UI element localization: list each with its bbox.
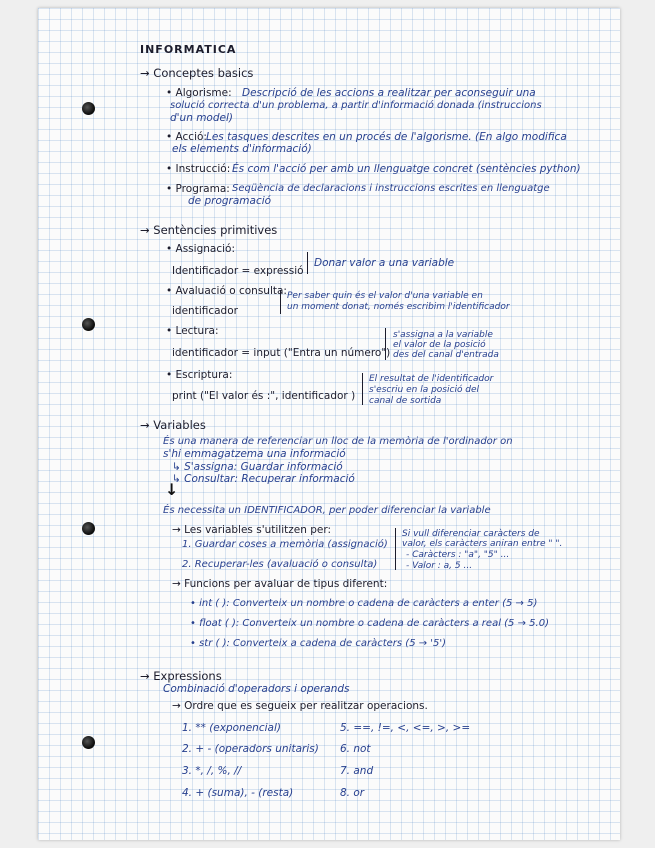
assignacio-note: Donar valor a una variable	[314, 257, 455, 269]
operator-order-item: 2. + - (operadors unitaris)	[182, 743, 319, 755]
function-float: • float ( ): Converteix un nombre o cadena de caràcters a real (5 → 5.0)	[190, 618, 549, 629]
escriptura-note: El resultat de l'identificador	[369, 374, 494, 384]
programa-text: Seqüència de declaracions i instruccions escrites en llenguatge	[232, 183, 550, 194]
escriptura-note: canal de sortida	[369, 396, 442, 406]
lectura-note: el valor de la posició	[393, 340, 486, 350]
brace	[307, 252, 308, 274]
accio-text: Les tasques descrites en un procés de l'algorisme. (En algo modifica	[206, 131, 567, 143]
operator-order-item: 1. ** (exponencial)	[182, 722, 281, 734]
functions-heading: → Funcions per avaluar de tipus diferent:	[172, 578, 388, 590]
page-title: INFORMATICA	[140, 43, 237, 56]
escriptura-label: • Escriptura:	[166, 369, 233, 381]
function-str: • str ( ): Converteix a cadena de caràcters (5 → '5')	[190, 638, 447, 649]
operator-order-item: 3. *, /, %, //	[182, 765, 242, 777]
assignacio-code: Identificador = expressió	[172, 265, 304, 277]
section-heading-variables: → Variables	[140, 418, 206, 432]
operator-order-item: 5. ==, !=, <, <=, >, >=	[340, 722, 471, 734]
variables-assign: ↳ S'assigna: Guardar informació	[172, 461, 343, 473]
section-heading-expressions: → Expressions	[140, 669, 222, 683]
expressions-definition: Combinació d'operadors i operands	[163, 683, 350, 695]
usage-note: - Caràcters : "a", "5" ...	[406, 550, 510, 560]
brace	[395, 528, 396, 570]
lectura-code: identificador = input ("Entra un número")	[172, 347, 391, 359]
usage-note: Si vull diferenciar caràcters de	[402, 529, 540, 539]
variables-consult: ↳ Consultar: Recuperar informació	[172, 473, 355, 485]
binder-hole	[82, 102, 95, 115]
escriptura-code: print ("El valor és :", identificador )	[172, 390, 356, 402]
binder-hole	[82, 736, 95, 749]
variables-definition: És una manera de referenciar un lloc de la memòria de l'ordinador on	[163, 436, 513, 447]
operator-order-item: 7. and	[340, 765, 374, 777]
assignacio-label: • Assignació:	[166, 243, 235, 255]
algorisme-label: • Algorisme:	[166, 87, 232, 99]
operator-order-item: 4. + (suma), - (resta)	[182, 787, 294, 799]
operator-order-item: 8. or	[340, 787, 365, 799]
programa-label: • Programa:	[166, 183, 230, 195]
lectura-note: s'assigna a la variable	[393, 330, 493, 340]
algorisme-text: Descripció de les accions a realitzar per aconseguir una	[242, 87, 536, 99]
binder-hole	[82, 522, 95, 535]
identificador-line: És necessita un IDENTIFICADOR, per poder diferenciar la variable	[163, 505, 491, 516]
arrow-down-icon: ↓	[165, 480, 179, 499]
instruccio-text: És com l'acció per amb un llenguatge concret (sentències python)	[232, 163, 581, 175]
lectura-note: des del canal d'entrada	[393, 350, 499, 360]
lectura-label: • Lectura:	[166, 325, 219, 337]
variables-definition: s'hi emmagatzema una informació	[163, 448, 346, 460]
section-heading-concepts: → Conceptes basics	[140, 66, 254, 80]
brace	[280, 290, 281, 314]
instruccio-label: • Instrucció:	[166, 163, 231, 175]
accio-label: • Acció:	[166, 131, 207, 143]
escriptura-note: s'escriu en la posició del	[369, 385, 480, 395]
avaluacio-code: identificador	[172, 305, 238, 317]
usage-heading: → Les variables s'utilitzen per:	[172, 524, 331, 536]
algorisme-text: solució correcta d'un problema, a partir d'informació donada (instruccions	[170, 100, 542, 111]
binder-hole	[82, 318, 95, 331]
function-int: • int ( ): Converteix un nombre o cadena de caràcters a enter (5 → 5)	[190, 598, 538, 609]
operator-order-item: 6. not	[340, 743, 371, 755]
usage-note: valor, els caràcters aniran entre " ".	[402, 539, 563, 549]
order-heading: → Ordre que es segueix per realitzar operacions.	[172, 700, 428, 712]
usage-note: - Valor : a, 5 ...	[406, 561, 473, 571]
accio-text: els elements d'informació)	[172, 143, 312, 155]
section-heading-primitives: → Sentències primitives	[140, 223, 278, 237]
brace	[362, 373, 363, 405]
algorisme-text: d'un model)	[170, 112, 233, 124]
usage-item: 2. Recuperar-les (avaluació o consulta)	[182, 559, 378, 570]
usage-item: 1. Guardar coses a memòria (assignació)	[182, 539, 388, 550]
avaluacio-note: un moment donat, només escribim l'identificador	[287, 302, 510, 312]
avaluacio-note: Per saber quin és el valor d'una variable en	[287, 291, 483, 301]
brace	[385, 328, 386, 360]
programa-text: de programació	[188, 195, 272, 207]
avaluacio-label: • Avaluació o consulta:	[166, 285, 287, 297]
